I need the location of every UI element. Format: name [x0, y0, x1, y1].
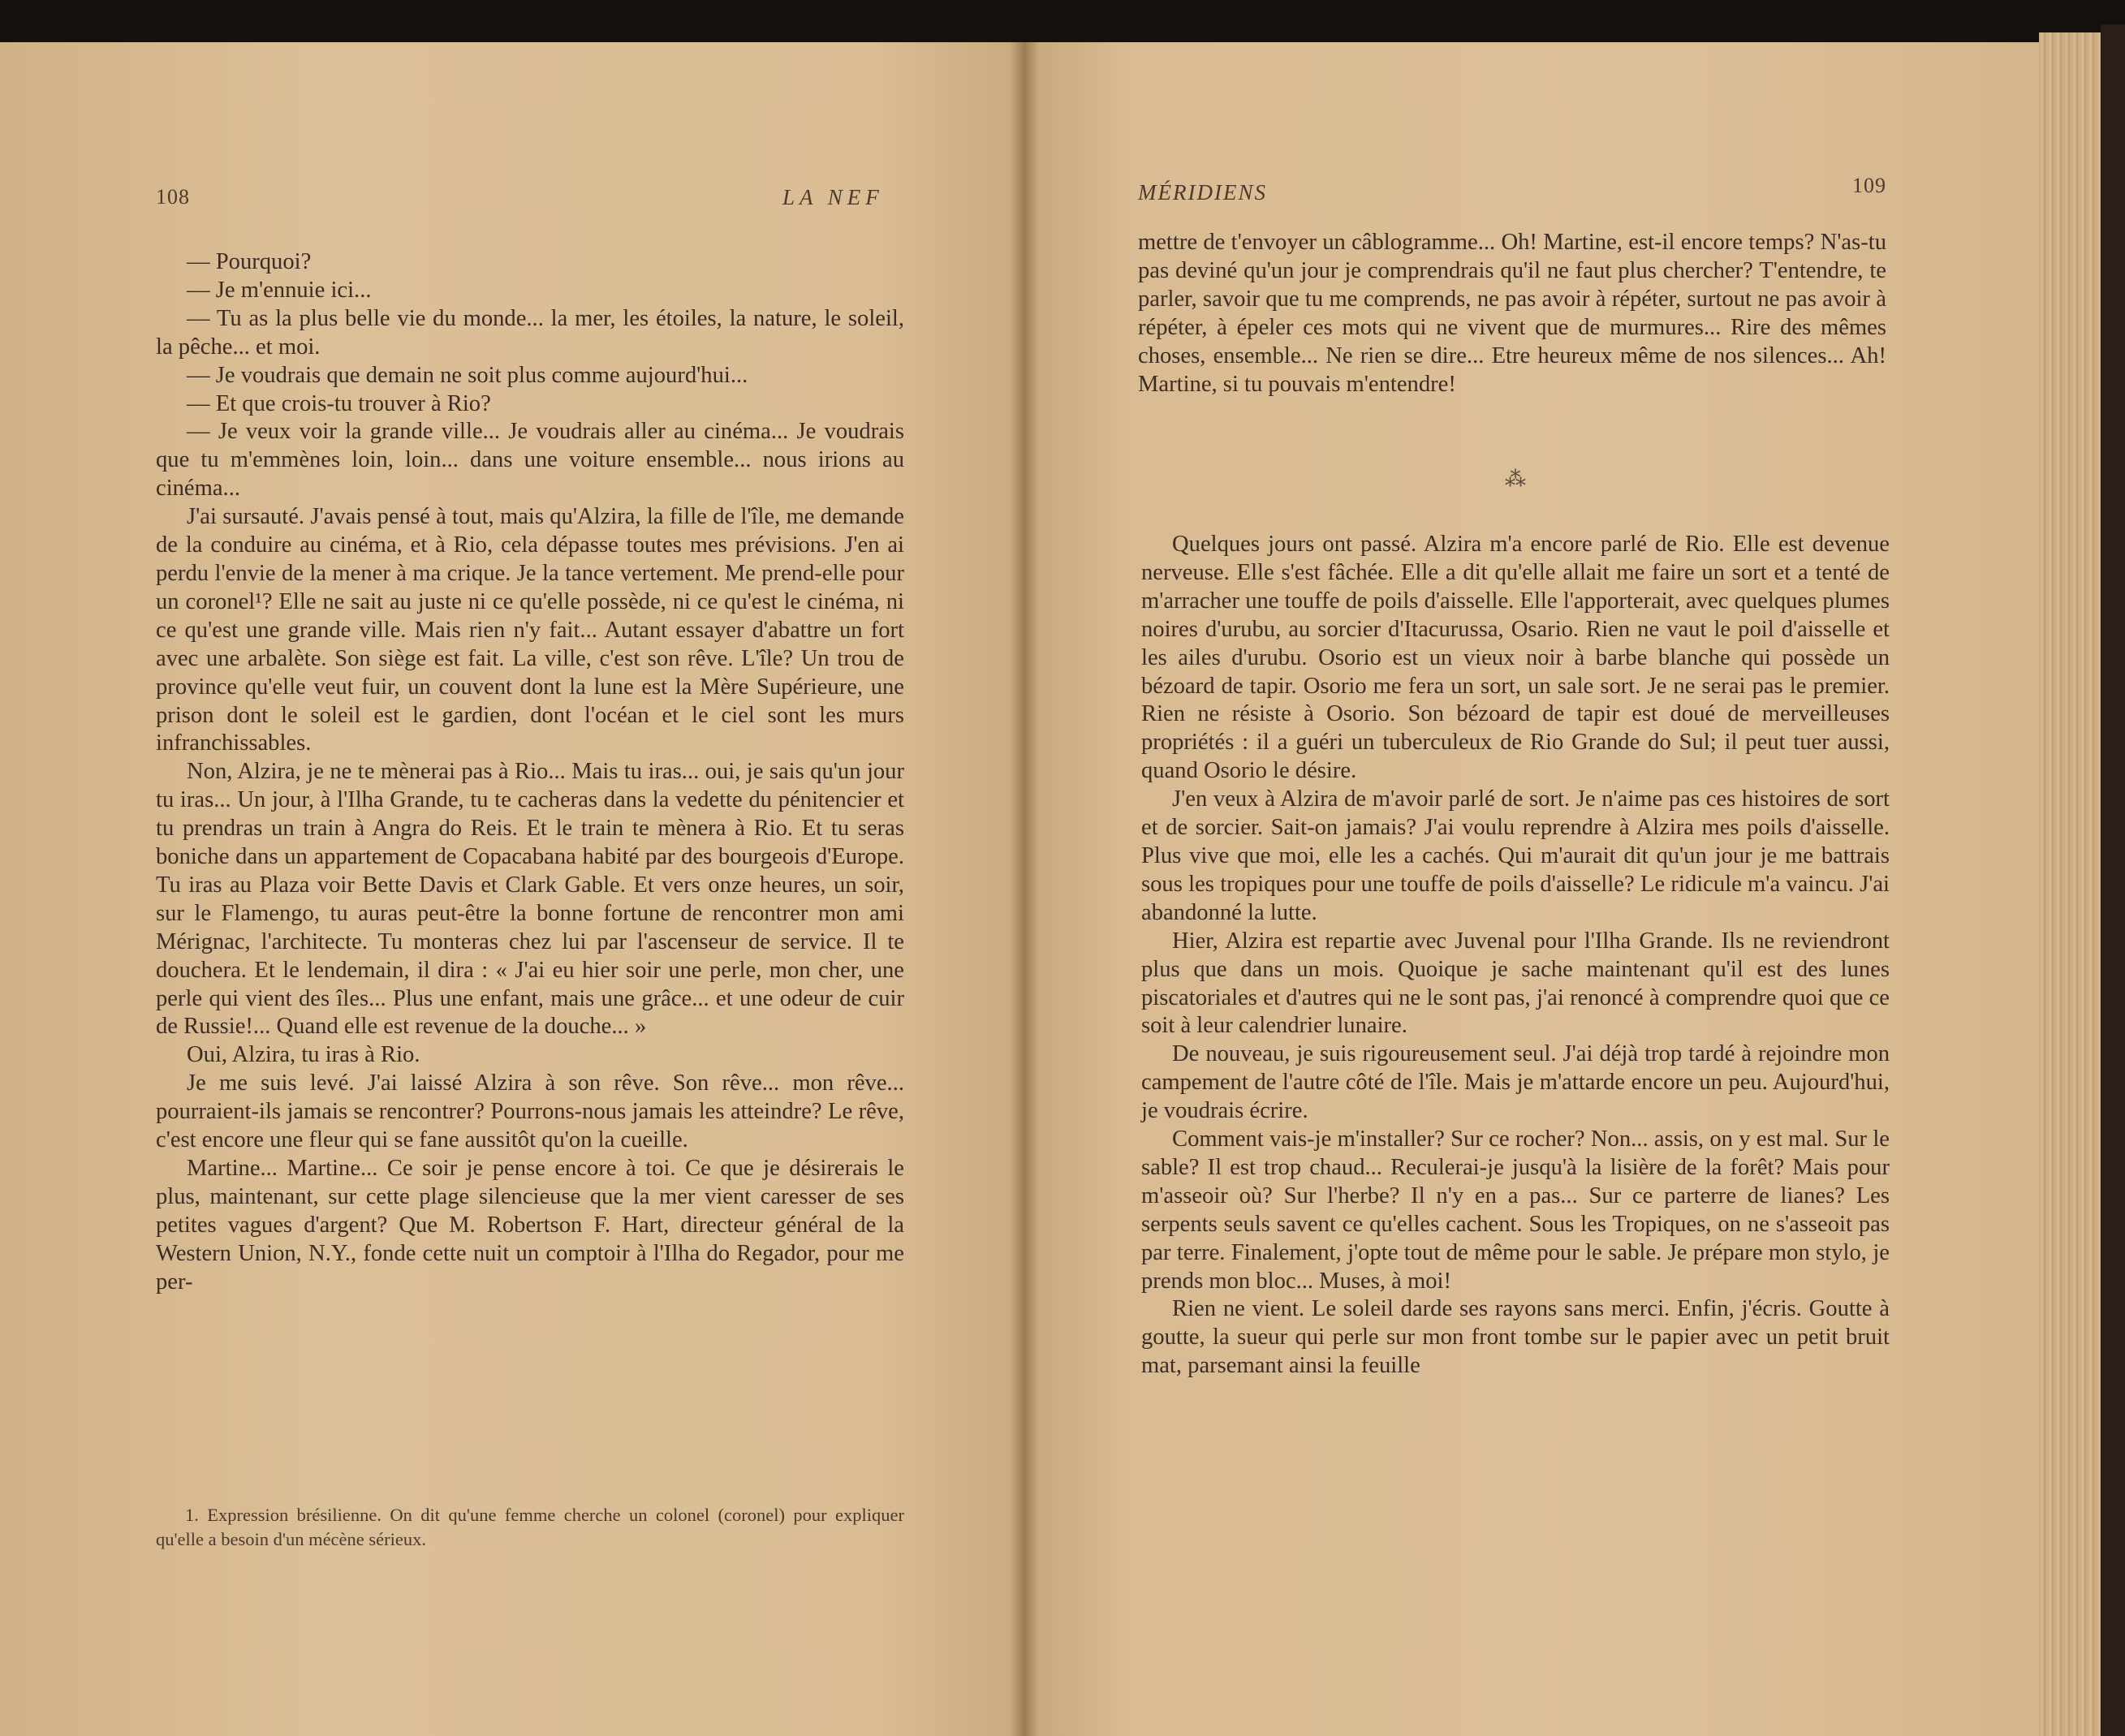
- paragraph: — Je voudrais que demain ne soit plus comme aujourd'hui...: [187, 362, 748, 388]
- paragraph: Oui, Alzira, tu iras à Rio.: [187, 1042, 420, 1068]
- paragraph: — Je m'ennuie ici...: [187, 277, 372, 303]
- right-page-number: 109: [1852, 174, 1886, 197]
- left-page-number: 108: [156, 185, 190, 209]
- paragraph: Rien ne vient. Le soleil darde ses rayons sans merci. Enfin, j'écris. Goutte à goutte, la sueur qui perle sur mon front tombe sur le papier avec un petit bruit mat, parsemant ainsi la feuille: [1141, 1296, 1890, 1379]
- paragraph: De nouveau, je suis rigoureusement seul. J'ai déjà trop tardé à rejoindre mon campement de l'autre côté de l'île. Mais je m'attarde encore un peu. Aujourd'hui, je voudrais écrire.: [1141, 1041, 1890, 1124]
- paragraph: Non, Alzira, je ne te mènerai pas à Rio... Mais tu iras... oui, je sais qu'un jour tu iras... Un jour, à l'Ilha Grande, tu te cacheras dans la vedette du pénitencier et tu prendras un train à Angra do Reis. Et le train te mènera à Rio. Et tu seras boniche dans un appartement de Copacabana habité par des bourgeois d'Europe. Tu iras au Plaza voir Bette Davis et Clark Gable. Et vers onze heures, un soir, sur le Flamengo, tu auras peut-être la bonne fortune de rencontrer mon ami Mérignac, l'architecte. Tu monteras chez lui par l'ascenseur de service. Il te douchera. Et le lendemain, il dira : « J'ai eu hier soir une perle, mon cher, une perle qui vient des îles... Plus une enfant, mais une grâce... et une odeur de cuir de Russie!... Quand elle est revenue de la douche... »: [156, 759, 904, 1040]
- paragraph: — Et que crois-tu trouver à Rio?: [187, 390, 491, 416]
- section-separator: ⁂: [1505, 467, 1526, 491]
- footnote-text: 1. Expression brésilienne. On dit qu'une femme cherche un colonel (coronel) pour expliquer qu'elle a besoin d'un mécène sérieux.: [156, 1505, 904, 1549]
- paragraph: J'en veux à Alzira de m'avoir parlé de sort. Je n'aime pas ces histoires de sort et de sorcier. Sait-on jamais? J'ai voulu reprendre à Alzira mes poils d'aisselle. Plus vive que moi, elle les a cachés. Qui m'aurait dit qu'un jour je me battrais sous les tropiques pour une touffe de poils d'aisselle? Le ridicule m'a vaincu. J'ai abandonné la lutte.: [1141, 786, 1890, 925]
- paragraph: — Tu as la plus belle vie du monde... la mer, les étoiles, la nature, le soleil, la pêche... et moi.: [156, 305, 904, 360]
- paragraph: Quelques jours ont passé. Alzira m'a encore parlé de Rio. Elle est devenue nerveuse. Elle s'est fâchée. Elle a dit qu'elle allait me faire un sort et a tenté de m'arracher une touffe de poils d'aisselle. Elle l'apporterait, avec quelques plumes noires d'urubu, au sorcier d'Itacurussa, Osario. Rien ne vaut le poil d'aisselle et les ailes d'urubu. Osorio est un vieux noir à barbe blanche qui possède un bézoard de tapir. Osorio me fera un sort, un sale sort. Je ne serai pas le premier. Rien ne résiste à Osorio. Son bézoard de tapir est doué de merveilleuses propriétés : il a guéri un tuberculeux de Rio Grande do Sul; il peut tuer aussi, quand Osorio le désire.: [1141, 532, 1890, 784]
- paragraph: — Je veux voir la grande ville... Je voudrais aller au cinéma... Je voudrais que tu m'emmènes loin, loin... dans une voiture ensemble... nous irions au cinéma...: [156, 419, 904, 502]
- paragraph: Martine... Martine... Ce soir je pense encore à toi. Ce que je désirerais le plus, maintenant, sur cette plage silencieuse que la mer vient caresser de ses petites vagues d'argent? Que M. Robertson F. Hart, directeur général de la Western Union, N.Y., fonde cette nuit un comptoir à l'Ilha do Regador, pour me per-: [156, 1156, 904, 1294]
- left-page-text: [156, 248, 904, 1297]
- left-footnote: [156, 1503, 904, 1552]
- paragraph: Comment vais-je m'installer? Sur ce rocher? Non... assis, on y est mal. Sur le sable? Il est trop chaud... Reculerai-je jusqu'à la lisière de la forêt? Mais pour m'asseoir où? Sur l'herbe? Il n'y en a pas... Sur ce parterre de lianes? Les serpents seuls savent ce qu'elles cachent. Sous les Tropiques, on ne s'asseoit pas par terre. Finalement, j'opte tout de même pour le sable. Je prépare mon stylo, je prends mon bloc... Muses, à moi!: [1141, 1126, 1890, 1294]
- right-page-top-text: [1138, 229, 1886, 398]
- paragraph: — Pourquoi?: [187, 249, 312, 274]
- right-page-text: [1141, 531, 1890, 1381]
- right-running-title: MÉRIDIENS: [1138, 180, 1267, 205]
- paragraph: Je me suis levé. J'ai laissé Alzira à son rêve. Son rêve... mon rêve... pourraient-ils jamais se rencontrer? Pourrons-nous jamais les atteindre? Le rêve, c'est encore une fleur qui se fane aussitôt qu'on la cueille.: [156, 1070, 904, 1153]
- paragraph: Hier, Alzira est repartie avec Juvenal pour l'Ilha Grande. Ils ne reviendront plus que dans un mois. Quoique je sache maintenant qu'il est des lunes piscatoriales et d'autres qui ne le sont pas, j'ai renoncé à comprendre quoi que ce soit à leur calendrier lunaire.: [1141, 928, 1890, 1039]
- left-running-title: LA NEF: [782, 185, 884, 209]
- paragraph: mettre de t'envoyer un câblogramme... Oh! Martine, est-il encore temps? N'as-tu pas deviné qu'un jour je comprendrais qu'il ne faut plus chercher? T'entendre, te parler, savoir que tu me comprends, ne pas avoir à répéter, surtout ne pas avoir à répéter, à épeler ces mots qui ne vivent que de murmures... Rire des mêmes choses, ensemble... Ne rien se dire... Etre heureux même de nos silences... Ah! Martine, si tu pouvais m'entendre!: [1138, 230, 1886, 397]
- page-edge-shadow: [2101, 24, 2125, 1736]
- paragraph: J'ai sursauté. J'avais pensé à tout, mais qu'Alzira, la fille de l'île, me demande de la conduire au cinéma, et à Rio, cela dépasse toutes mes prévisions. J'en ai perdu l'envie de la mener à ma crique. Je la tance vertement. Me prend-elle pour un coronel¹? Elle ne sait au juste ni ce qu'elle possède, ni ce qu'est le cinéma, ni ce qu'est une grande ville. Mais rien n'y fait... Autant essayer d'abattre un fort avec une arbalète. Son siège est fait. La ville, c'est son rêve. L'île? Un trou de province qu'elle veut fuir, un couvent dont la lune est la Mère Supérieure, une prison dont le soleil est le gardien, dont l'océan et le ciel sont les murs infranchissables.: [156, 504, 904, 756]
- book-gutter: [1010, 42, 1039, 1736]
